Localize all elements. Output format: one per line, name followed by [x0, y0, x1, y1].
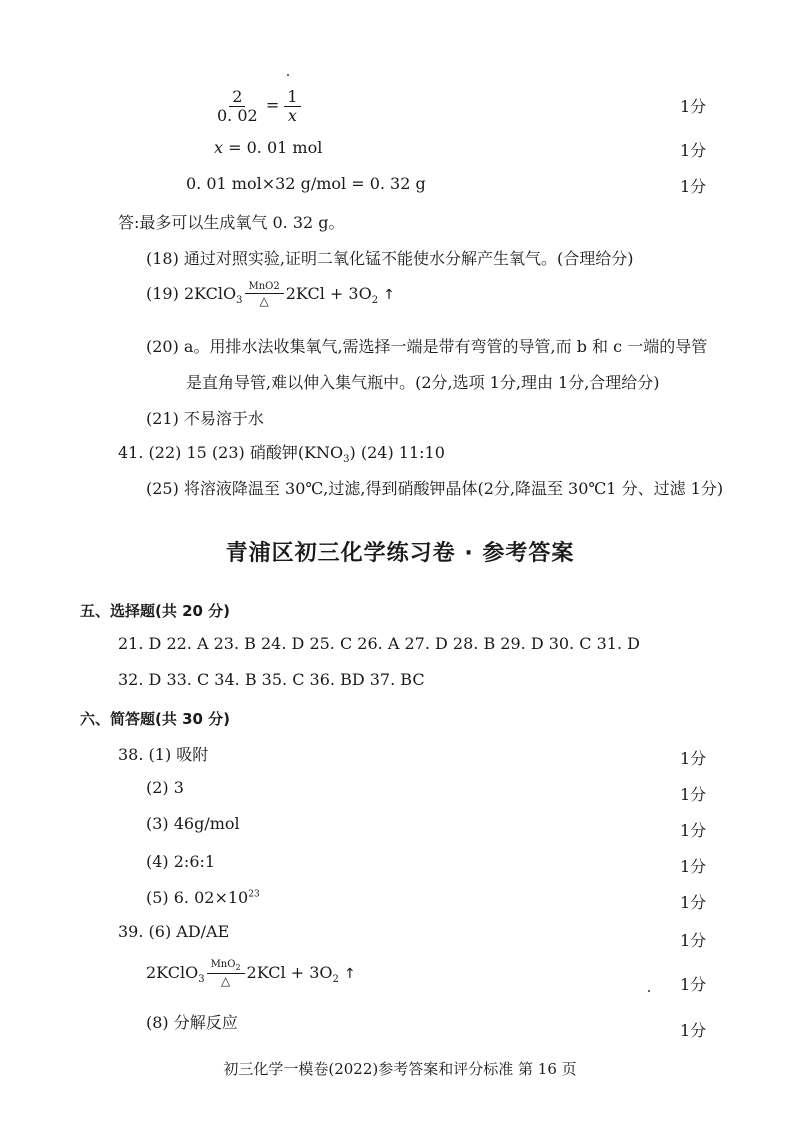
q19-catalyst: MnO2 [245, 282, 284, 294]
q39-condition [207, 960, 245, 987]
q38-part-1: 38. (1) 吸附 [118, 745, 209, 764]
fraction-left-denominator: 0. 02 [217, 105, 258, 125]
q25-text: (25) 将溶液降温至 30℃,过滤,得到硝酸钾晶体(2分,降温至 30℃1 分、过滤 1分) [146, 479, 724, 498]
q39-heat-symbol: △ [220, 974, 231, 988]
q19-condition [245, 282, 284, 307]
q19-equation [146, 282, 395, 307]
score-q39-6: 1分 [680, 931, 707, 950]
stray-dot-top [287, 74, 289, 76]
x-value: = 0. 01 mol [228, 138, 323, 157]
q21-text: (21) 不易溶于水 [146, 409, 264, 428]
gas-arrow-icon: ↑ [343, 966, 356, 982]
q39-equation [146, 960, 356, 987]
q20-line-1: (20) a。用排水法收集氧气,需选择一端是带有弯管的导管,而 b 和 c 一端的导管 [146, 337, 708, 356]
q20-line-2: 是直角导管,难以伸入集气瓶中。(2分,选项 1分,理由 1分,合理给分) [186, 373, 660, 392]
q38-part-5: (5) 6. $02\times 10^{23}$ [146, 888, 260, 907]
q39-part-8: (8) 分解反应 [146, 1013, 238, 1032]
section-6-heading: 六、简答题(共 30 分) [80, 710, 231, 728]
score-mass: 1分 [680, 177, 707, 196]
choices-row-1: 21. D 22. A 23. B 24. D 25. C 26. A 27. D 28. B 29. D 30. C 31. D [118, 634, 640, 653]
q41-line: 41. (22) 15 (23) 硝酸钾$(KNO_3)$ (24) 11:10 [118, 443, 445, 466]
score-q38-3: 1分 [680, 821, 707, 840]
score-q38-5: 1分 [680, 893, 707, 912]
page-footer: 初三化学一模卷(2022)参考答案和评分标准 第 16 页 [223, 1060, 577, 1078]
q38-part-3: (3) 46g/mol [146, 814, 240, 833]
q38-part-2: (2) 3 [146, 778, 184, 797]
q38-part-4: (4) 2:6:1 [146, 852, 216, 871]
q39-reactant: 2KClO$_3$ [146, 963, 205, 986]
q39-part-6: 39. (6) AD/AE [118, 922, 230, 941]
q19-reactant: 2KClO$_3$ [183, 284, 243, 307]
section-5-heading: 五、选择题(共 20 分) [80, 602, 231, 620]
score-q38-2: 1分 [680, 785, 707, 804]
equals-sign: = [265, 95, 280, 115]
score-q39-7: 1分 [680, 975, 707, 994]
fraction-right-numerator: 1 [284, 88, 300, 107]
score-q39-8: 1分 [680, 1021, 707, 1040]
x-variable: x [214, 138, 224, 157]
gas-arrow-icon: ↑ [383, 287, 395, 303]
page-title: 青浦区初三化学练习卷 · 参考答案 [225, 541, 575, 566]
q19-heat-symbol: △ [259, 294, 269, 308]
fraction-right [284, 88, 300, 124]
choices-row-2: 32. D 33. C 34. B 35. C 36. BD 37. BC [118, 670, 425, 689]
stray-dot-right [648, 990, 650, 992]
score-fraction: 1分 [680, 97, 707, 116]
score-q38-4: 1分 [680, 857, 707, 876]
q19-products: $2KCl + 3O_2$ [285, 284, 379, 307]
fraction-right-denominator: x [287, 105, 297, 125]
fraction-left [214, 88, 261, 124]
q19-number: (19) [146, 284, 179, 303]
q39-products: $2KCl + 3O_2$ [246, 963, 339, 986]
q18-text: (18) 通过对照实验,证明二氧化锰不能使水分解产生氧气。(合理给分) [146, 249, 634, 268]
x-value-line [214, 138, 322, 157]
score-q38-1: 1分 [680, 749, 707, 768]
score-x-value: 1分 [680, 141, 707, 160]
q39-catalyst: MnO$_2$ [207, 960, 245, 974]
fraction-equation [214, 88, 301, 124]
mass-calculation: 0. 01 mol×32 g/mol = 0. 32 g [186, 174, 426, 193]
fraction-left-numerator: 2 [229, 88, 245, 107]
answer-line: 答:最多可以生成氧气 0. 32 g。 [118, 213, 345, 232]
